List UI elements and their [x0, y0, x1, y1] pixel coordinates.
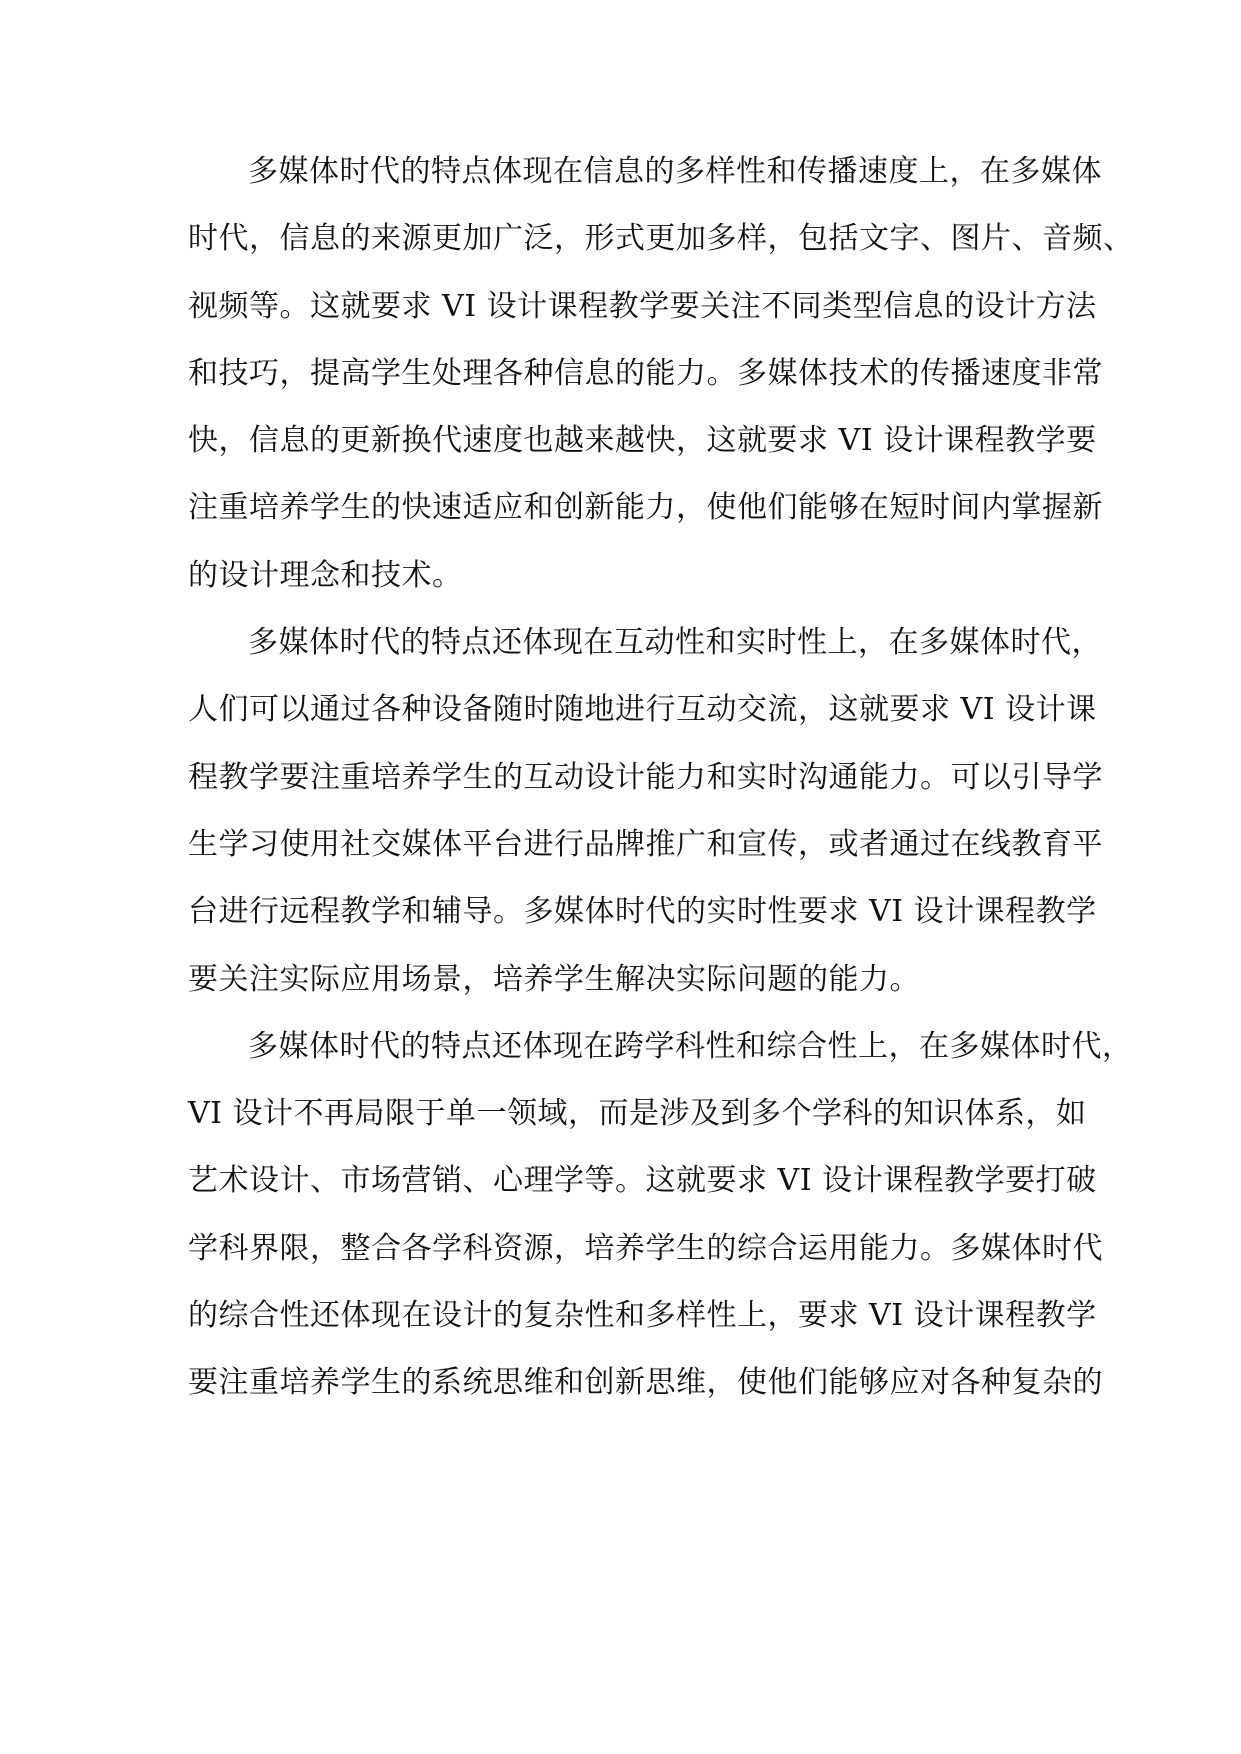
paragraph-line: 多媒体时代的特点还体现在互动性和实时性上，在多媒体时代， — [248, 625, 1102, 661]
paragraph-line: 视频等。这就要求 VI 设计课程教学要关注不同类型信息的设计方法 — [188, 288, 1097, 324]
document-body — [188, 138, 1134, 1417]
paragraph-line: 时代，信息的来源更加广泛，形式更加多样，包括文字、图片、音频、 — [188, 221, 1134, 257]
paragraph-line: 要关注实际应用场景，培养学生解决实际问题的能力。 — [188, 961, 920, 997]
paragraph-2 — [188, 609, 1103, 1013]
paragraph-1 — [188, 138, 1134, 609]
paragraph-line: 和技巧，提高学生处理各种信息的能力。多媒体技术的传播速度非常 — [188, 355, 1103, 391]
paragraph-line: 注重培养学生的快速适应和创新能力，使他们能够在短时间内掌握新 — [188, 490, 1103, 526]
paragraph-line: 艺术设计、市场营销、心理学等。这就要求 VI 设计课程教学要打破 — [188, 1163, 1097, 1199]
paragraph-line: 多媒体时代的特点还体现在跨学科性和综合性上，在多媒体时代， — [248, 1028, 1133, 1064]
paragraph-line: VI 设计不再局限于单一领域，而是涉及到多个学科的知识体系，如 — [188, 1096, 1087, 1132]
paragraph-line: 的综合性还体现在设计的复杂性和多样性上，要求 VI 设计课程教学 — [188, 1298, 1097, 1334]
paragraph-3 — [188, 1013, 1133, 1417]
paragraph-line: 人们可以通过各种设备随时随地进行互动交流，这就要求 VI 设计课 — [188, 692, 1097, 728]
paragraph-line: 程教学要注重培养学生的互动设计能力和实时沟通能力。可以引导学 — [188, 759, 1103, 795]
paragraph-line: 学科界限，整合各学科资源，培养学生的综合运用能力。多媒体时代 — [188, 1230, 1103, 1266]
paragraph-line: 台进行远程教学和辅导。多媒体时代的实时性要求 VI 设计课程教学 — [188, 894, 1097, 930]
paragraph-line: 要注重培养学生的系统思维和创新思维，使他们能够应对各种复杂的 — [188, 1365, 1103, 1401]
paragraph-line: 生学习使用社交媒体平台进行品牌推广和宣传，或者通过在线教育平 — [188, 826, 1103, 862]
paragraph-line: 多媒体时代的特点体现在信息的多样性和传播速度上，在多媒体 — [248, 154, 1102, 189]
paragraph-line: 快，信息的更新换代速度也越来越快，这就要求 VI 设计课程教学要 — [188, 423, 1097, 459]
paragraph-line: 的设计理念和技术。 — [188, 557, 463, 593]
